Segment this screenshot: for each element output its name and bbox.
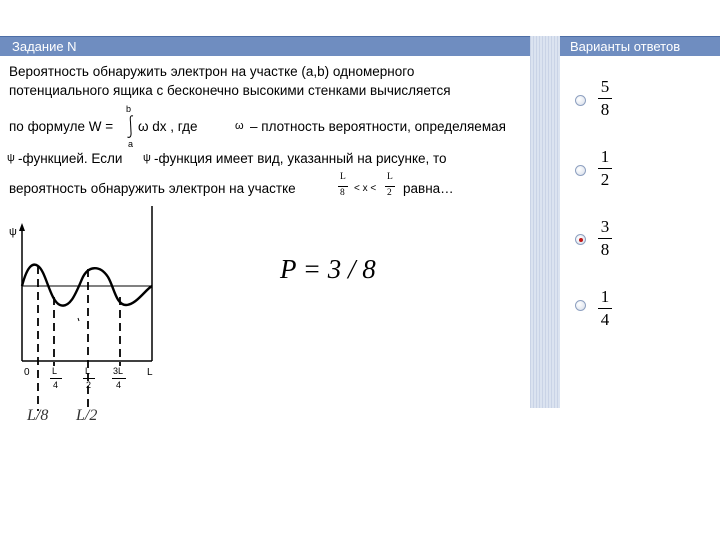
- tick-label-L4-den: 4: [53, 380, 59, 390]
- integral-sign-icon: [126, 114, 136, 140]
- tick-label-L: L: [147, 367, 153, 378]
- answer-option-1[interactable]: [560, 78, 720, 128]
- answers-panel: [560, 56, 720, 408]
- annotation-L8: L/8: [27, 407, 49, 424]
- answer-2-denominator: 2: [600, 170, 610, 189]
- psi-symbol-2: ψ: [143, 152, 151, 164]
- integral-lower-limit: a: [128, 139, 134, 149]
- answer-fraction-3: [598, 218, 612, 259]
- task-text-line4b: -функция имеет вид, указанный на рисунке, то: [154, 151, 447, 166]
- psi-symbol-1: ψ: [7, 152, 15, 164]
- answer-fraction-1: [598, 78, 612, 119]
- answer-4-numerator: 1: [600, 287, 610, 306]
- answer-4-denominator: 4: [600, 310, 610, 329]
- frac1-numerator: L: [340, 172, 346, 182]
- frac2-bar: [385, 186, 395, 187]
- task-text-line5c: равна…: [403, 181, 454, 196]
- radio-button-3-selected[interactable]: [575, 234, 586, 245]
- tick-label-L2-bar: [83, 378, 95, 379]
- radio-button-1[interactable]: [575, 95, 586, 106]
- answer-option-2[interactable]: [560, 148, 720, 198]
- task-text-line5a: вероятность обнаружить электрон на участке: [9, 181, 296, 196]
- frac1-bar: [338, 186, 348, 187]
- task-text-line3b: ω dx , где: [138, 119, 198, 134]
- answer-2-bar: [598, 168, 612, 169]
- tick-label-L2-num: L: [85, 366, 91, 376]
- task-text-line2: потенциального ящика с бесконечно высокими стенками вычисляется: [9, 83, 451, 98]
- answer-1-bar: [598, 98, 612, 99]
- task-text-line3a: по формуле W =: [9, 119, 114, 134]
- panel-divider: [530, 36, 560, 408]
- result-formula: P = 3 / 8: [280, 254, 376, 284]
- answer-3-numerator: 3: [600, 217, 610, 236]
- tick-label-3L4-den: 4: [116, 380, 122, 390]
- omega-symbol: ω: [235, 120, 244, 132]
- tick-label-L4-num: L: [52, 366, 58, 376]
- frac2-numerator: L: [387, 172, 393, 182]
- answer-1-numerator: 5: [600, 77, 610, 96]
- tick-label-L2-den: 2: [86, 380, 92, 390]
- answer-3-bar: [598, 238, 612, 239]
- wavefunction-curve: [22, 265, 152, 306]
- tick-label-L4-bar: [50, 378, 62, 379]
- answer-4-bar: [598, 308, 612, 309]
- annotation-L2: L/2: [76, 407, 98, 424]
- task-header: Задание N: [0, 36, 530, 56]
- radio-button-2[interactable]: [575, 165, 586, 176]
- tick-label-3L4-num: 3L: [113, 366, 124, 376]
- graph-mark: [78, 318, 79, 321]
- tick-label-0: 0: [24, 367, 30, 378]
- answer-option-4[interactable]: [560, 288, 720, 338]
- integral-upper-limit: b: [126, 104, 132, 114]
- radio-button-4[interactable]: [575, 300, 586, 311]
- frac1-denominator: 8: [340, 188, 345, 198]
- task-panel: [0, 56, 531, 408]
- answers-header: Варианты ответов: [560, 36, 720, 56]
- answer-2-numerator: 1: [600, 147, 610, 166]
- answer-fraction-4: [598, 288, 612, 329]
- answer-1-denominator: 8: [600, 100, 610, 119]
- frac2-denominator: 2: [387, 188, 392, 198]
- task-text-line3c: – плотность вероятности, определяемая: [250, 119, 506, 134]
- answer-3-denominator: 8: [600, 240, 610, 259]
- task-text-line5b: < x <: [354, 183, 377, 194]
- tick-label-3L4-bar: [112, 378, 126, 379]
- graph-axis-label: ψ: [9, 226, 17, 238]
- task-text-line4a: -функцией. Если: [18, 151, 123, 166]
- answer-fraction-2: [598, 148, 612, 189]
- task-text-line1: Вероятность обнаружить электрон на участке (a,b) одномерного: [9, 64, 415, 79]
- y-axis-arrow-icon: [19, 223, 25, 231]
- answer-option-3[interactable]: [560, 218, 720, 268]
